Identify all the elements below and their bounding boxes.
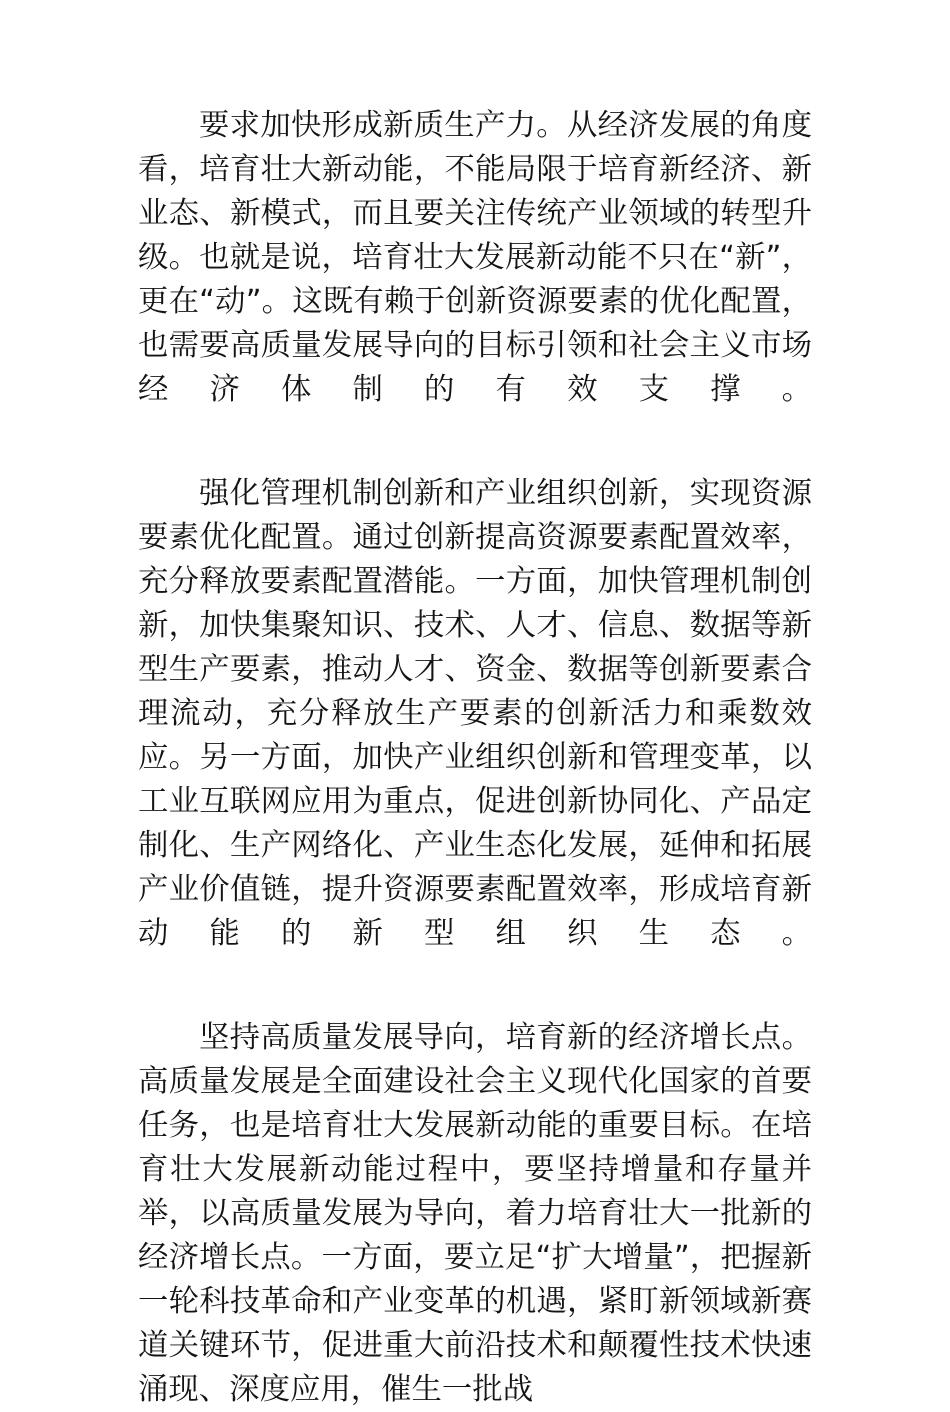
paragraph-1: 要求加快形成新质生产力。从经济发展的角度看，培育壮大新动能，不能局限于培育新经济、新业态、新模式，而且要关注传统产业领域的转型升级。也就是说，培育壮大发展新动能不只在“新”，更在“动”。这既有赖于创新资源要素的优化配置，也需要高质量发展导向的目标引领和社会主义市场经济体制的有效支撑。: [138, 108, 812, 407]
paragraph-3: 坚持高质量发展导向，培育新的经济增长点。高质量发展是全面建设社会主义现代化国家的首要任务，也是培育壮大发展新动能的重要目标。在培育壮大发展新动能过程中，要坚持增量和存量并举，以高质量发展为导向，着力培育壮大一批新的经济增长点。一方面，要立足“扩大增量”，把握新一轮科技革命和产业变革的机遇，紧盯新领域新赛道关键环节，促进重大前沿技术和颠覆性技术快速涌现、深度应用，催生一批战: [138, 1020, 812, 1407]
document-text-body: [138, 104, 812, 1412]
paragraph-2: 强化管理机制创新和产业组织创新，实现资源要素优化配置。通过创新提高资源要素配置效率，充分释放要素配置潜能。一方面，加快管理机制创新，加快集聚知识、技术、人才、信息、数据等新型生产要素，推动人才、资金、数据等创新要素合理流动，充分释放生产要素的创新活力和乘数效应。另一方面，加快产业组织创新和管理变革，以工业互联网应用为重点，促进创新协同化、产品定制化、生产网络化、产业生态化发展，延伸和拓展产业价值链，提升资源要素配置效率，形成培育新动能的新型组织生态。: [138, 476, 812, 951]
